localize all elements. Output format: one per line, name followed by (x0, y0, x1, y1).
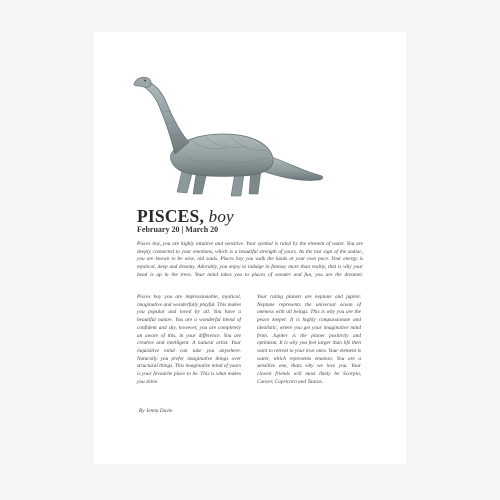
left-column-text: Pisces boy you are impressionable, mystical, imaginative and wonderfully playful. This makes you popular and loved by all. You have a beautiful nature. You are a wonderful blend of confident and shy, however, you are completely un aware of this, in your difference. You are creative and intelligent. A natural artist. Your inquisitive mind can take you anywhere. Naturally you prefer imaginative things over structural things. This imaginative mind of yours is your favourite place to be. This is what makes you shine. (137, 294, 241, 385)
author-byline: By Jenna Davie (139, 408, 173, 414)
right-column-text: Your ruling planets are neptune and jupiter. Neptune represents the universal ocean of oneness with all beings. This is why you are the peace keeper. It is highly compassionate and idealistic, where you get your imaginative mind from. Jupiter is the planet positivity and optimism. It is why you feel larger than life then want to retreat to your love ones. Your element is water, which represents emotion. You are a sensitive one, thats why we love you. Your closest friends will most likely be Scorpio, Cancer, Capricorn and Taurus. (257, 294, 361, 385)
title-main: PISCES, (137, 206, 205, 226)
date-range: February 20 | March 20 (137, 225, 219, 234)
poster (93, 32, 406, 464)
page-title (137, 206, 234, 227)
title-sub: boy (208, 207, 234, 226)
brachiosaurus-illustration (131, 76, 331, 198)
intro-paragraph: Pisces boy, you are highly intuitive and sensitive. Your symbol is ruled by the element of water. You are deeply connected to your emotions, which is a beautiful strength of yours. As the last sign of the zodiac, you are known to be wise, old souls. Pisces boy you walk the lands at your own pace. Your energy is mystical, deep and dreamy. Adorably, you enjoy to indulge in fantasy more than reality, that is why your head is up in the trees. Your mind takes you to places of wonder and fun, you are the dreamer. (137, 241, 363, 278)
